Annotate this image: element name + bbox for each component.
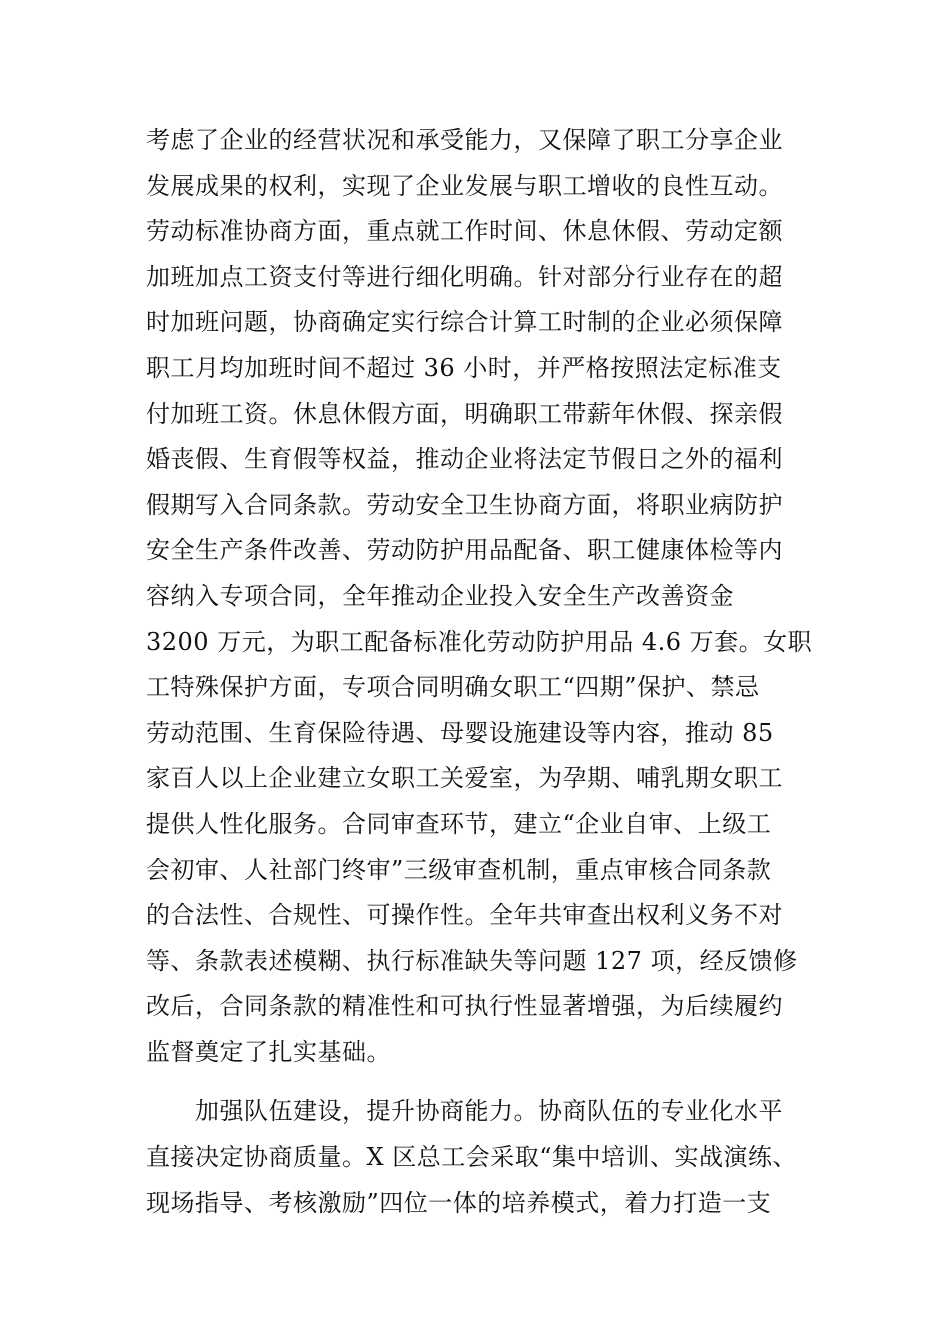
text-line: 监督奠定了扎实基础。 (146, 1037, 391, 1066)
text-line: 3200 万元，为职工配备标准化劳动防护用品 4.6 万套。女职 (146, 627, 813, 656)
document-body (146, 118, 816, 1226)
text-line: 现场指导、考核激励”四位一体的培养模式，着力打造一支 (146, 1188, 772, 1217)
text-line: 工特殊保护方面，专项合同明确女职工“四期”保护、禁忌 (146, 673, 760, 702)
text-line: 家百人以上企业建立女职工关爱室，为孕期、哺乳期女职工 (146, 764, 783, 793)
text-line: 职工月均加班时间不超过 36 小时，并严格按照法定标准支 (146, 353, 782, 382)
text-line: 婚丧假、生育假等权益，推动企业将法定节假日之外的福利 (146, 445, 783, 474)
text-line: 改后，合同条款的精准性和可执行性显著增强，为后续履约 (146, 992, 783, 1021)
text-line: 等、条款表述模糊、执行标准缺失等问题 127 项，经反馈修 (146, 946, 798, 975)
text-line: 付加班工资。休息休假方面，明确职工带薪年休假、探亲假 (146, 399, 783, 428)
text-line: 直接决定协商质量。X 区总工会采取“集中培训、实战演练、 (146, 1143, 797, 1172)
text-line: 发展成果的权利，实现了企业发展与职工增收的良性互动。 (146, 171, 783, 200)
text-line: 加班加点工资支付等进行细化明确。针对部分行业存在的超 (146, 262, 783, 291)
paragraph-2 (146, 1089, 816, 1226)
text-line: 提供人性化服务。合同审查环节，建立“企业自审、上级工 (146, 809, 772, 838)
paragraph-spacer (146, 1075, 816, 1089)
text-line: 加强队伍建设，提升协商能力。协商队伍的专业化水平 (195, 1097, 783, 1126)
text-line: 劳动标准协商方面，重点就工作时间、休息休假、劳动定额 (146, 217, 783, 246)
text-line: 考虑了企业的经营状况和承受能力，又保障了职工分享企业 (146, 126, 783, 154)
paragraph-1 (146, 118, 816, 1075)
text-line: 的合法性、合规性、可操作性。全年共审查出权利义务不对 (146, 901, 783, 930)
text-line: 会初审、人社部门终审”三级审查机制，重点审核合同条款 (146, 855, 772, 884)
text-line: 劳动范围、生育保险待遇、母婴设施建设等内容，推动 85 (146, 718, 774, 747)
text-line: 时加班问题，协商确定实行综合计算工时制的企业必须保障 (146, 308, 783, 337)
text-line: 容纳入专项合同，全年推动企业投入安全生产改善资金 (146, 581, 734, 610)
text-line: 假期写入合同条款。劳动安全卫生协商方面，将职业病防护 (146, 490, 783, 519)
text-line: 安全生产条件改善、劳动防护用品配备、职工健康体检等内 (146, 536, 783, 565)
